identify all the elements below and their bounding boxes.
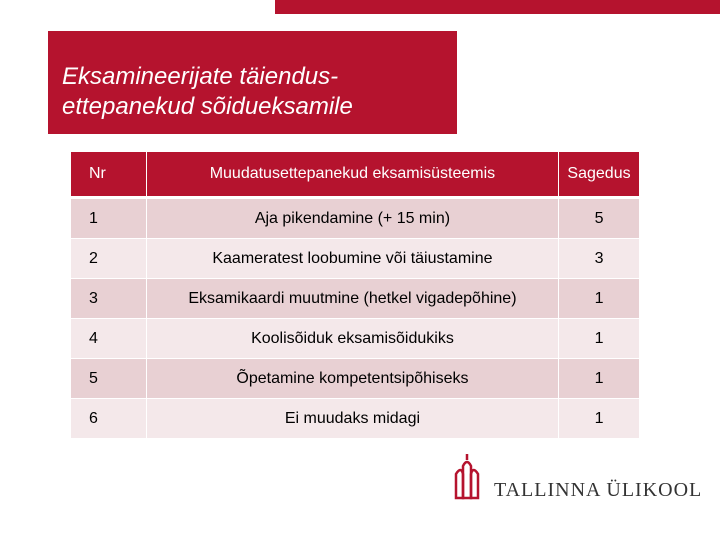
cell-description: Kaameratest loobumine või täiustamine [147,239,559,279]
table-row [71,279,640,319]
table-header-row [71,152,640,199]
cell-frequency: 5 [559,199,640,239]
cell-frequency: 1 [559,319,640,359]
tallinn-university-tower-icon [452,452,482,502]
logo-text: TALLINNA ÜLIKOOL [494,479,703,501]
cell-nr: 6 [71,399,147,439]
header-frequency: Sagedus [559,152,640,199]
table-row [71,359,640,399]
cell-nr: 5 [71,359,147,399]
cell-nr: 3 [71,279,147,319]
table-row [71,239,640,279]
cell-description: Eksamikaardi muutmine (hetkel vigadepõhine) [147,279,559,319]
table-row [71,399,640,439]
title-box [48,31,457,134]
table-row [71,199,640,239]
cell-nr: 2 [71,239,147,279]
tallinn-university-logo [452,452,703,512]
cell-frequency: 1 [559,279,640,319]
table-row [71,319,640,359]
header-nr: Nr [71,152,147,199]
header-description: Muudatusettepanekud eksamisüsteemis [147,152,559,199]
cell-description: Ei muudaks midagi [147,399,559,439]
cell-frequency: 3 [559,239,640,279]
cell-nr: 1 [71,199,147,239]
cell-frequency: 1 [559,359,640,399]
page-title-line-2: ettepanekud sõidueksamile [62,93,353,120]
exam-suggestions-table [71,152,640,439]
page-title-line-1: Eksamineerijate täiendus- [62,63,339,90]
top-accent-bar [275,0,720,14]
cell-description: Aja pikendamine (+ 15 min) [147,199,559,239]
cell-description: Õpetamine kompetentsipõhiseks [147,359,559,399]
cell-description: Koolisõiduk eksamisõidukiks [147,319,559,359]
cell-nr: 4 [71,319,147,359]
cell-frequency: 1 [559,399,640,439]
